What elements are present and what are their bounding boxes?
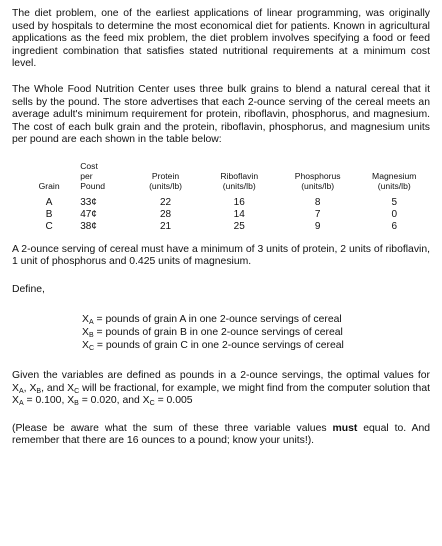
optimal-values-note: Given the variables are defined as pounds in a 2-ounce servings, the optimal values for $X_A$, $X_B$, and $X_C$ will be fractional, for example, we might find from the computer solution that $X_A = 0.100$, $X_B = 0.020$, and $X_C = 0.005$ — [12, 370, 430, 408]
cell-phosphorus: 7 — [314, 209, 321, 221]
cell-cost: 47¢ — [80, 209, 97, 221]
scenario-paragraph: The Whole Food Nutrition Center uses three bulk grains to blend a natural cereal that it sells by the pound. The store advertises that each 2-ounce serving of the cereal meets an average adult's minimum requirement for protein, riboflavin, phosphorus, and magnesium. The cost of each bulk grain and the protein, riboflavin, phosphorus, and magnesium units per pound are each shown in the table below: — [12, 83, 430, 146]
table-row — [26, 221, 430, 233]
cell-magnesium: 0 — [391, 209, 398, 221]
definition-line: $X_A$ = pounds of grain A in one 2-ounce servings of cereal — [82, 314, 342, 327]
define-label: Define, — [12, 283, 45, 295]
header-cost: Cost per Pound — [80, 160, 106, 191]
definition-line: $X_B$ = pounds of grain B in one 2-ounce servings of cereal — [82, 326, 343, 339]
cell-magnesium: 6 — [391, 221, 398, 233]
table-header-row — [26, 161, 430, 197]
cell-protein: 28 — [159, 209, 172, 221]
requirement-paragraph: A 2-ounce serving of cereal must have a minimum of 3 units of protein, 2 units of riboflavin, 1 unit of phosphorus and 0.425 units of magnesium. — [12, 243, 430, 268]
variable-definitions — [82, 314, 430, 352]
header-protein: Protein (units/lb) — [149, 170, 183, 191]
header-riboflavin: Riboflavin (units/lb) — [220, 170, 259, 191]
cell-magnesium: 5 — [391, 196, 398, 208]
definition-line: $X_C$ = pounds of grain C in one 2-ounce servings of cereal — [82, 339, 344, 352]
cell-phosphorus: 9 — [314, 221, 321, 233]
cell-grain: A — [45, 196, 53, 208]
table-row — [26, 197, 430, 209]
cell-cost: 38¢ — [80, 221, 97, 233]
cell-grain: B — [45, 209, 53, 221]
cell-protein: 21 — [159, 221, 172, 233]
cell-riboflavin: 25 — [233, 221, 245, 233]
cell-phosphorus: 8 — [314, 196, 321, 208]
table-row — [26, 209, 430, 221]
header-phosphorus: Phosphorus (units/lb) — [294, 170, 341, 191]
header-magnesium: Magnesium (units/lb) — [372, 170, 417, 191]
header-grain: Grain — [38, 180, 60, 191]
cell-riboflavin: 14 — [233, 209, 245, 221]
cell-grain: C — [45, 221, 53, 233]
grain-nutrition-table — [26, 161, 430, 234]
intro-paragraph: The diet problem, one of the earliest applications of linear programming, was originally used by hospitals to determine the most economical diet for patients. Known in agricultural applications as the feed mix problem, the diet problem involves specifying a food or feed ingredient combination that satisfies stated nutritional requirements at a minimum cost level. — [12, 8, 430, 70]
cell-protein: 22 — [159, 196, 172, 208]
cell-cost: 33¢ — [80, 196, 97, 208]
units-reminder: (Please be aware what the sum of these three variable values must equal to. And remember that there are 16 ounces to a pound; know your units!). — [12, 422, 430, 447]
cell-riboflavin: 16 — [233, 196, 245, 208]
